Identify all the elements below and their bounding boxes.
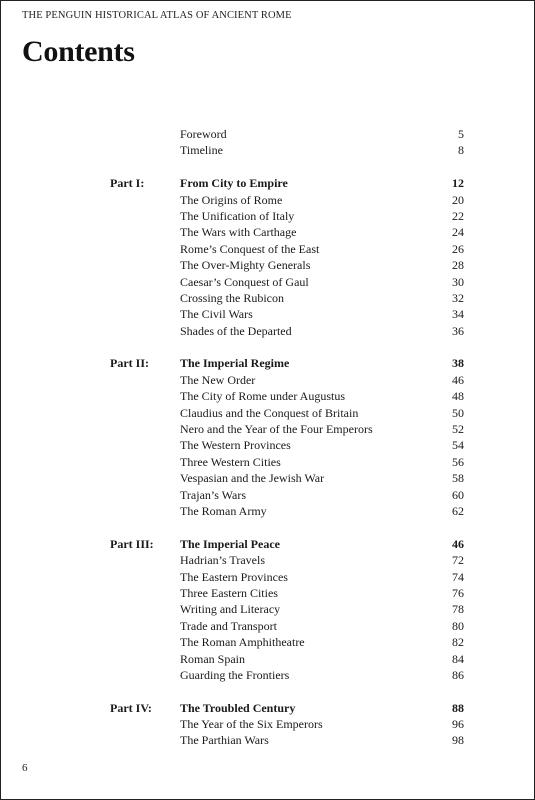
toc-entry bbox=[1, 732, 535, 748]
toc-entry-title: The Unification of Italy bbox=[180, 208, 295, 223]
toc-entry-page: 5 bbox=[458, 127, 464, 141]
toc-entry bbox=[1, 716, 535, 732]
toc-entry bbox=[1, 585, 535, 601]
toc-entry-page: 62 bbox=[452, 503, 464, 518]
part-label: Part II: bbox=[110, 356, 149, 371]
toc-entry-title: The Eastern Provinces bbox=[180, 569, 288, 584]
toc-entry bbox=[1, 241, 535, 257]
toc-entry-title: The City of Rome under Augustus bbox=[180, 389, 345, 404]
toc-entry bbox=[1, 257, 535, 273]
toc-entry-page: 98 bbox=[452, 733, 464, 748]
part-title: The Imperial Regime bbox=[180, 356, 290, 371]
toc-entry-page: 30 bbox=[452, 274, 464, 289]
part-title: From City to Empire bbox=[180, 176, 288, 191]
toc-entry bbox=[1, 208, 535, 224]
toc-entry-page: 36 bbox=[452, 323, 464, 338]
toc-entry-title: The Roman Army bbox=[180, 503, 267, 518]
toc-entry-title: The Origins of Rome bbox=[180, 192, 283, 207]
toc-entry-page: 26 bbox=[452, 241, 464, 256]
toc-entry-title: Trajan’s Wars bbox=[180, 487, 247, 502]
toc-entry-title: Nero and the Year of the Four Emperors bbox=[180, 422, 373, 437]
toc-entry-title: Writing and Literacy bbox=[180, 602, 281, 617]
part-page: 38 bbox=[452, 356, 464, 371]
toc-entry-page: 22 bbox=[452, 208, 464, 223]
toc-entry bbox=[1, 274, 535, 290]
toc-entry-title: The Over-Mighty Generals bbox=[180, 258, 311, 273]
part-label: Part III: bbox=[110, 536, 154, 551]
toc-entry bbox=[1, 454, 535, 470]
toc-entry bbox=[1, 306, 535, 322]
toc-entry-page: 58 bbox=[452, 471, 464, 486]
toc-entry-title: The Year of the Six Emperors bbox=[180, 717, 323, 732]
toc-entry bbox=[1, 192, 535, 208]
toc-entry-page: 8 bbox=[458, 143, 464, 158]
toc-entry-page: 46 bbox=[452, 372, 464, 387]
toc-entry-page: 84 bbox=[452, 651, 464, 666]
toc-entry-page: 76 bbox=[452, 585, 464, 600]
toc-entry-title: Guarding the Frontiers bbox=[180, 667, 290, 682]
toc-entry bbox=[1, 651, 535, 667]
toc-entry-title: Caesar’s Conquest of Gaul bbox=[180, 274, 309, 289]
toc-entry-title: The New Order bbox=[180, 372, 256, 387]
toc-entry-page: 52 bbox=[452, 422, 464, 437]
toc-entry-page: 78 bbox=[452, 602, 464, 617]
toc-entry-page: 82 bbox=[452, 635, 464, 650]
toc-entry-page: 34 bbox=[452, 307, 464, 322]
section-gap bbox=[1, 159, 535, 175]
section-gap bbox=[1, 339, 535, 355]
toc-entry bbox=[1, 487, 535, 503]
toc-entry-page: 24 bbox=[452, 225, 464, 240]
part-page: 12 bbox=[452, 176, 464, 191]
toc-entry-title: Timeline bbox=[180, 143, 223, 158]
toc-entry-title: The Parthian Wars bbox=[180, 733, 269, 748]
part-heading-3 bbox=[1, 536, 535, 552]
toc-entry bbox=[1, 634, 535, 650]
toc-entry-page: 80 bbox=[452, 618, 464, 633]
toc-entry-page: 74 bbox=[452, 569, 464, 584]
table-of-contents bbox=[1, 126, 535, 749]
toc-entry-title: Three Eastern Cities bbox=[180, 585, 278, 600]
toc-entry-title: The Civil Wars bbox=[180, 307, 253, 322]
toc-entry-title: Shades of the Departed bbox=[180, 323, 292, 338]
toc-entry-title: Foreword bbox=[180, 127, 227, 141]
toc-entry-page: 86 bbox=[452, 667, 464, 682]
toc-entry-page: 28 bbox=[452, 258, 464, 273]
toc-entry bbox=[1, 618, 535, 634]
toc-entry bbox=[1, 421, 535, 437]
page-title: Contents bbox=[22, 35, 135, 68]
toc-entry bbox=[1, 388, 535, 404]
toc-entry-foreword bbox=[1, 126, 535, 142]
toc-entry-title: Crossing the Rubicon bbox=[180, 290, 284, 305]
toc-entry bbox=[1, 224, 535, 240]
page-number: 6 bbox=[22, 762, 28, 774]
part-title: The Imperial Peace bbox=[180, 536, 280, 551]
toc-entry-page: 32 bbox=[452, 290, 464, 305]
part-heading-1 bbox=[1, 175, 535, 191]
section-gap bbox=[1, 683, 535, 699]
toc-entry-page: 56 bbox=[452, 454, 464, 469]
toc-entry-title: Trade and Transport bbox=[180, 618, 277, 633]
toc-entry-page: 96 bbox=[452, 717, 464, 732]
toc-entry-page: 48 bbox=[452, 389, 464, 404]
toc-entry bbox=[1, 437, 535, 453]
running-head: THE PENGUIN HISTORICAL ATLAS OF ANCIENT ROME bbox=[22, 10, 292, 21]
part-page: 88 bbox=[452, 700, 464, 715]
part-label: Part I: bbox=[110, 176, 145, 191]
toc-entry-page: 72 bbox=[452, 553, 464, 568]
toc-entry bbox=[1, 470, 535, 486]
toc-entry-title: Three Western Cities bbox=[180, 454, 281, 469]
part-title: The Troubled Century bbox=[180, 700, 296, 715]
toc-entry bbox=[1, 667, 535, 683]
toc-entry-title: The Western Provinces bbox=[180, 438, 291, 453]
toc-entry-title: Vespasian and the Jewish War bbox=[180, 471, 325, 486]
toc-entry bbox=[1, 323, 535, 339]
toc-entry-page: 60 bbox=[452, 487, 464, 502]
part-page: 46 bbox=[452, 536, 464, 551]
toc-entry-title: Rome’s Conquest of the East bbox=[180, 241, 320, 256]
toc-entry bbox=[1, 290, 535, 306]
toc-entry-title: Roman Spain bbox=[180, 651, 245, 666]
section-gap bbox=[1, 519, 535, 535]
part-label: Part IV: bbox=[110, 700, 152, 715]
toc-entry-title: The Wars with Carthage bbox=[180, 225, 297, 240]
toc-entry-timeline bbox=[1, 142, 535, 158]
toc-entry bbox=[1, 569, 535, 585]
toc-entry-title: Hadrian’s Travels bbox=[180, 553, 265, 568]
toc-entry-page: 54 bbox=[452, 438, 464, 453]
toc-entry bbox=[1, 552, 535, 568]
part-heading-2 bbox=[1, 355, 535, 371]
toc-entry bbox=[1, 601, 535, 617]
toc-entry-page: 20 bbox=[452, 192, 464, 207]
toc-entry-page: 50 bbox=[452, 405, 464, 420]
toc-entry-title: Claudius and the Conquest of Britain bbox=[180, 405, 359, 420]
part-heading-4 bbox=[1, 700, 535, 716]
toc-entry bbox=[1, 405, 535, 421]
toc-entry-title: The Roman Amphitheatre bbox=[180, 635, 305, 650]
toc-entry bbox=[1, 372, 535, 388]
toc-entry bbox=[1, 503, 535, 519]
